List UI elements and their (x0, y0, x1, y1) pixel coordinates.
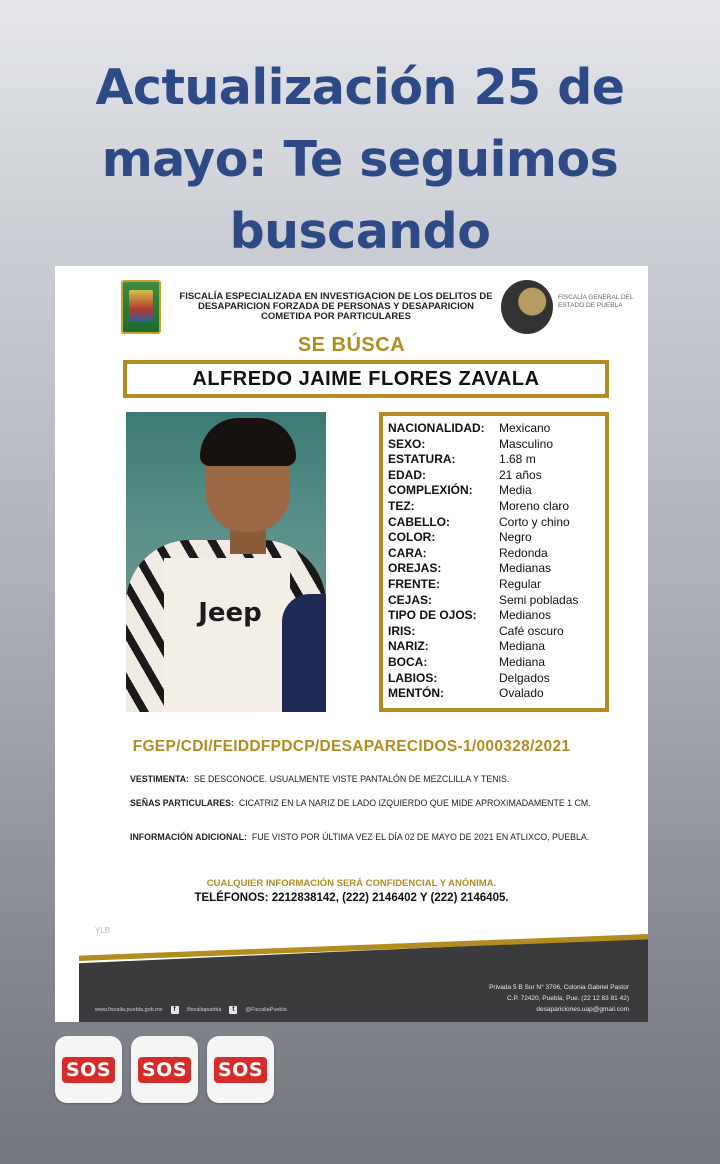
twitter-icon[interactable]: t (229, 1006, 237, 1014)
photo-side-person (282, 594, 326, 712)
description-key: CARA: (388, 545, 427, 560)
description-row (388, 499, 605, 515)
sos-sticker-label: SOS (62, 1057, 115, 1083)
description-row (388, 655, 605, 671)
photo-jersey-front (164, 558, 290, 712)
senas-paragraph (130, 798, 600, 809)
info-label: INFORMACIÓN ADICIONAL: (130, 832, 247, 842)
sos-sticker-row (55, 1036, 274, 1103)
description-key: COMPLEXIÓN: (388, 483, 473, 498)
description-key: NACIONALIDAD: (388, 421, 485, 435)
photo-jersey-text: Jeep (198, 598, 262, 628)
footer-social (95, 1006, 287, 1014)
vestimenta-paragraph (130, 774, 600, 785)
description-value: Corto y chino (499, 514, 570, 529)
footer-address (411, 982, 629, 1015)
description-value: Medianas (499, 561, 552, 576)
description-value: Moreno claro (499, 498, 570, 513)
description-value: 1.68 m (499, 452, 536, 467)
senas-label: SEÑAS PARTICULARES: (130, 798, 234, 808)
description-key: TEZ: (388, 498, 415, 513)
twitter-handle[interactable]: @FiscaliaPuebla (245, 1007, 287, 1013)
missing-person-name: ALFREDO JAIME FLORES ZAVALA (123, 360, 609, 398)
puebla-coat-of-arms-logo (121, 280, 161, 334)
description-row (388, 561, 605, 577)
description-key: MENTÓN: (388, 686, 444, 701)
description-row (388, 530, 605, 546)
description-value: Mediana (499, 639, 546, 654)
description-row (388, 593, 605, 609)
facebook-handle[interactable]: /fiscaliapuebla (186, 1007, 222, 1013)
vestimenta-text: SE DESCONOCE. USUALMENTE VISTE PANTALÓN DE MEZCLILLA Y TENIS. (193, 774, 510, 784)
ylb-mark: YLB (95, 926, 111, 935)
description-value: Medianos (499, 608, 552, 623)
fiscalia-logo-text: FISCALÍA GENERAL DEL ESTADO DE PUEBLA (558, 294, 634, 309)
agency-name: FISCALÍA ESPECIALIZADA EN INVESTIGACION DE LOS DELITOS DE DESAPARICION FORZADA DE PERSONAS Y DESAPARICION COMETIDA POR PARTICULARES (179, 291, 493, 322)
sos-sticker-label: SOS (214, 1057, 267, 1083)
description-key: TIPO DE OJOS: (388, 608, 477, 623)
description-row (388, 421, 605, 437)
description-row (388, 437, 605, 453)
description-row (388, 671, 605, 687)
description-row (388, 639, 605, 655)
description-box (379, 412, 609, 712)
description-value: Delgados (499, 670, 550, 685)
description-row (388, 546, 605, 562)
headline: Actualización 25 de mayo: Te seguimos buscando (95, 59, 625, 260)
description-row (388, 686, 605, 702)
description-key: LABIOS: (388, 670, 438, 685)
description-row (388, 624, 605, 640)
description-key: COLOR: (388, 530, 436, 545)
address-line-3: desapariciones.uap@gmail.com (536, 1006, 629, 1013)
address-line-2: C.P. 72420, Puebla, Pue. (22 12 83 81 42) (506, 995, 629, 1002)
description-row (388, 608, 605, 624)
description-value: Mexicano (499, 421, 551, 435)
sos-sticker[interactable] (131, 1036, 198, 1103)
website-link[interactable]: www.fiscalia.puebla.gob.mx (95, 1007, 163, 1013)
description-value: Masculino (499, 436, 554, 451)
description-row (388, 515, 605, 531)
sos-sticker[interactable] (207, 1036, 274, 1103)
description-key: OREJAS: (388, 561, 442, 576)
description-key: NARIZ: (388, 639, 429, 654)
se-busca-title: SE BÚSCA (297, 334, 406, 356)
description-value: Ovalado (499, 686, 544, 701)
description-value: Redonda (499, 545, 548, 560)
description-key: IRIS: (388, 623, 416, 638)
description-value: Café oscuro (499, 623, 564, 638)
description-row (388, 452, 605, 468)
description-value: Regular (499, 576, 542, 591)
vestimenta-label: VESTIMENTA: (130, 774, 189, 784)
sos-sticker-label: SOS (138, 1057, 191, 1083)
description-key: FRENTE: (388, 576, 440, 591)
missing-person-poster[interactable] (55, 266, 648, 1022)
description-value: Semi pobladas (499, 592, 579, 607)
description-row (388, 468, 605, 484)
description-row (388, 483, 605, 499)
confidential-note: CUALQUIER INFORMACIÓN SERÁ CONFIDENCIAL Y ANÓNIMA. (206, 878, 497, 889)
case-number: FGEP/CDI/FEIDDFPDCP/DESAPARECIDOS-1/000328/2021 (132, 738, 571, 755)
info-paragraph (130, 832, 600, 843)
sos-sticker[interactable] (55, 1036, 122, 1103)
description-value: 21 años (499, 467, 542, 482)
senas-text: CICATRIZ EN LA NARIZ DE LADO IZQUIERDO QUE MIDE APROXIMADAMENTE 1 CM. (238, 798, 591, 808)
description-value: Mediana (499, 654, 546, 669)
description-key: CEJAS: (388, 592, 433, 607)
person-photo (126, 412, 326, 712)
fiscalia-logo (501, 280, 553, 334)
phone-numbers: TELÉFONOS: 2212838142, (222) 2146402 Y (222) 2146405. (194, 892, 509, 904)
description-value: Media (499, 483, 532, 498)
info-text: FUE VISTO POR ÚLTIMA VEZ EL DÍA 02 DE MAYO DE 2021 EN ATLIXCO, PUEBLA. (251, 832, 590, 842)
photo-hair (200, 418, 296, 466)
description-key: BOCA: (388, 654, 428, 669)
description-key: ESTATURA: (388, 452, 456, 467)
description-value: Negro (499, 530, 532, 545)
address-line-1: Privada 5 B Sur N° 3706, Colonia Gabriel Pastor (489, 984, 629, 991)
description-key: CABELLO: (388, 514, 450, 529)
description-row (388, 577, 605, 593)
facebook-icon[interactable]: f (171, 1006, 179, 1014)
description-key: EDAD: (388, 467, 426, 482)
description-key: SEXO: (388, 436, 426, 451)
